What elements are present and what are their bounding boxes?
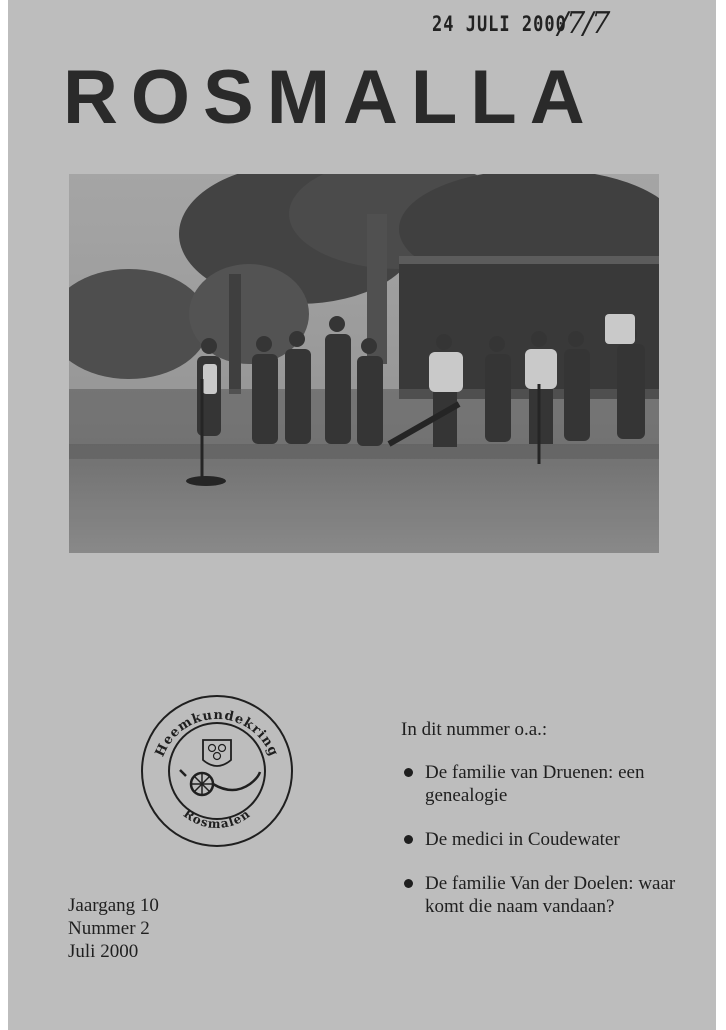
historic-group-photo-icon	[69, 174, 659, 553]
issue-date: Juli 2000	[68, 941, 139, 962]
contents-item	[401, 872, 691, 918]
magazine-cover	[8, 0, 716, 1030]
heemkundekring-seal	[138, 692, 296, 850]
contents-item-text: De medici in Coudewater	[425, 829, 620, 850]
seal-top-text: Heemkundekring	[152, 707, 282, 760]
seal-emblem-icon	[138, 692, 296, 850]
contents-item-text: De familie Van der Doelen: waar komt die naam vandaan?	[425, 873, 676, 917]
received-date-stamp: 24 JULI 2000	[432, 12, 567, 37]
contents-item	[401, 828, 691, 851]
contents-heading: In dit nummer o.a.:	[401, 719, 548, 740]
bullet-icon	[404, 835, 413, 844]
issue-number: Nummer 2	[68, 918, 150, 939]
bullet-icon	[404, 768, 413, 777]
table-of-contents	[401, 718, 691, 939]
contents-item	[401, 761, 691, 807]
bullet-icon	[404, 879, 413, 888]
magazine-title: ROSMALLA	[63, 55, 598, 140]
cover-photo	[69, 174, 659, 553]
handwritten-mark: /7/7	[558, 6, 609, 41]
seal-bottom-text: Rosmalen	[180, 806, 254, 832]
volume-label: Jaargang 10	[68, 895, 159, 916]
svg-text:Rosmalen	[181, 806, 253, 831]
svg-text:Heemkundekring	[153, 708, 281, 759]
issue-info	[68, 894, 159, 963]
contents-item-text: De familie van Druenen: een genealogie	[425, 762, 645, 806]
